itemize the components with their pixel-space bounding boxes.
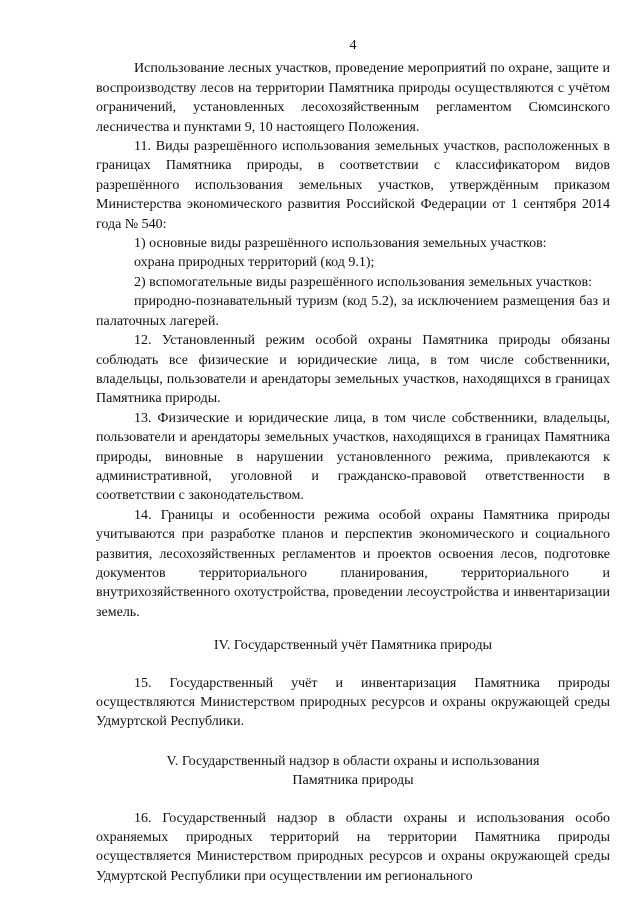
paragraph-16: 16. Государственный надзор в области охраны и использования особо охраняемых природных территорий на территории Памятника природы осуществляется Министерством природных ресурсов и охраны окружающей среды Удмуртской Республики при осуществлении им регионального	[96, 810, 610, 884]
paragraph-11-aux-types: 2) вспомогательные виды разрешённого использования земельных участков:	[134, 274, 593, 290]
paragraph-15: 15. Государственный учёт и инвентаризация Памятника природы осуществляются Министерством природных ресурсов и охраны окружающей среды Удмуртской Республики.	[96, 675, 610, 730]
section-v-heading-line1: V. Государственный надзор в области охраны и использования	[166, 753, 540, 769]
section-v-heading	[96, 752, 610, 791]
section-iv-heading: IV. Государственный учёт Памятника природы	[213, 638, 493, 654]
paragraph-13: 13. Физические и юридические лица, в том числе собственники, владельцы, пользователи и арендаторы земельных участков, находящихся в границах Памятника природы, виновные в нарушении установленного режима, привлекаются к административной, уголовной и гражданско-правовой ответственности в соответствии с законодательством.	[96, 410, 610, 504]
paragraph-14: 14. Границы и особенности режима особой охраны Памятника природы учитываются при разработке планов и перспектив экономического и социального развития, лесохозяйственных регламентов и проектов освоения лесов, подготовке документов территориального планирования, территориального и внутрихозяйственного охотустройства, проведении лесоустройства и инвентаризации земель.	[96, 507, 610, 620]
section-v-heading-line2: Памятника природы	[292, 773, 414, 789]
paragraph-forest-use: Использование лесных участков, проведение мероприятий по охране, защите и воспроизводству лесов на территории Памятника природы осуществляются с учётом ограничений, установленных лесохозяйственным регламентом Сюмсинского лесничества и пунктами 9, 10 настоящего Положения.	[96, 61, 610, 135]
document-page	[96, 36, 610, 886]
page-number: 4	[349, 38, 357, 53]
paragraph-11-main-types: 1) основные виды разрешённого использования земельных участков:	[134, 236, 547, 252]
paragraph-12: 12. Установленный режим особой охраны Памятника природы обязаны соблюдать все физические и юридические лица, в том числе собственники, владельцы, пользователи и арендаторы земельных участков, находящихся в границах Памятника природы.	[96, 333, 610, 407]
paragraph-11-main-type-item: охрана природных территорий (код 9.1);	[134, 255, 375, 271]
paragraph-11: 11. Виды разрешённого использования земельных участков, расположенных в границах Памятника природы, в соответствии с классификатором видов разрешённого использования земельных участков, утверждённым приказом Министерства экономического развития Российской Федерации от 1 сентября 2014 года № 540:	[96, 139, 610, 232]
paragraph-11-aux-type-item: природно-познавательный туризм (код 5.2), за исключением размещения баз и палаточных лагерей.	[96, 294, 610, 329]
